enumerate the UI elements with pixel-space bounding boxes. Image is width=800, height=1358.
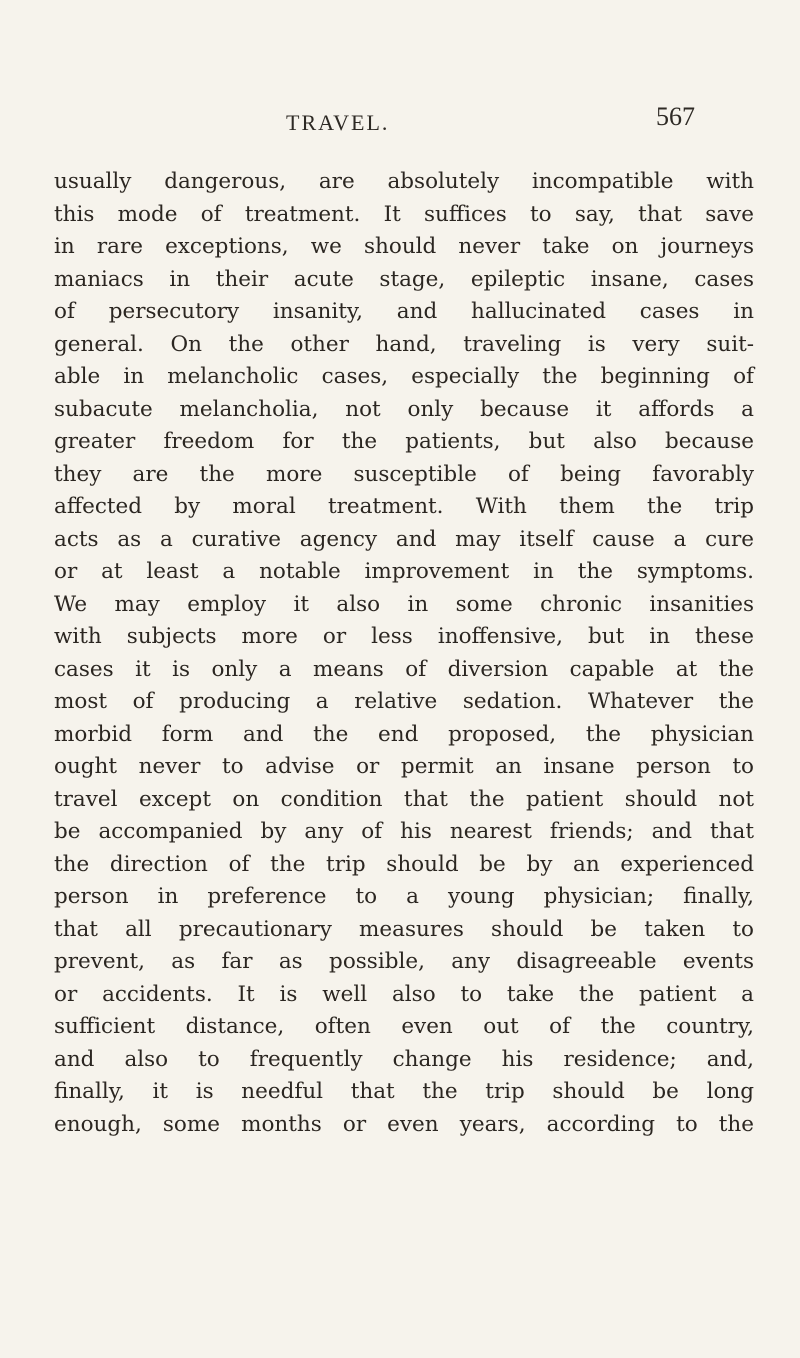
text-line: person in preference to a young physician; finally, (54, 884, 754, 909)
text-line: travel except on condition that the patient should not (54, 786, 754, 812)
text-line: able in melancholic cases, especially the beginning of (54, 364, 754, 389)
text-line: greater freedom for the patients, but also because (54, 429, 754, 454)
text-line: acts as a curative agency and may itself cause a cure (54, 526, 754, 552)
text-line: finally, it is needful that the trip should be long (54, 1079, 754, 1104)
text-line: general. On the other hand, traveling is very suit- (54, 331, 754, 357)
text-line: they are the more susceptible of being favorably (54, 461, 754, 487)
text-line: ought never to advise or permit an insane person to (54, 754, 754, 779)
text-line: sufficient distance, often even out of the country, (54, 1014, 754, 1039)
text-line: cases it is only a means of diversion capable at the (54, 656, 754, 682)
text-line: that all precautionary measures should be taken to (54, 916, 754, 942)
text-line: usually dangerous, are absolutely incompatible with (54, 169, 754, 194)
text-line: with subjects more or less inoffensive, but in these (54, 624, 754, 649)
text-line: subacute melancholia, not only because it affords a (54, 396, 754, 422)
text-line: of persecutory insanity, and hallucinated cases in (54, 299, 754, 324)
text-line: affected by moral treatment. With them the trip (54, 494, 754, 519)
text-line: prevent, as far as possible, any disagreeable events (54, 949, 754, 974)
text-line: most of producing a relative sedation. Whatever the (54, 689, 754, 714)
text-line: or at least a notable improvement in the symptoms. (54, 559, 754, 584)
text-line: in rare exceptions, we should never take on journeys (54, 234, 754, 259)
text-line: We may employ it also in some chronic insanities (54, 591, 754, 617)
running-head: TRAVEL. (286, 110, 390, 135)
text-line: and also to frequently change his residence; and, (54, 1046, 754, 1072)
text-line: the direction of the trip should be by an experienced (54, 851, 754, 877)
text-line: maniacs in their acute stage, epileptic insane, cases (54, 266, 754, 292)
text-line: morbid form and the end proposed, the physician (54, 721, 754, 747)
text-line: this mode of treatment. It suffices to say, that save (54, 201, 754, 227)
body-text (54, 166, 754, 1141)
text-line: or accidents. It is well also to take the patient a (54, 981, 754, 1007)
text-line: enough, some months or even years, according to the (54, 1111, 754, 1137)
page-number: 567 (656, 102, 695, 131)
text-line: be accompanied by any of his nearest friends; and that (54, 819, 754, 844)
